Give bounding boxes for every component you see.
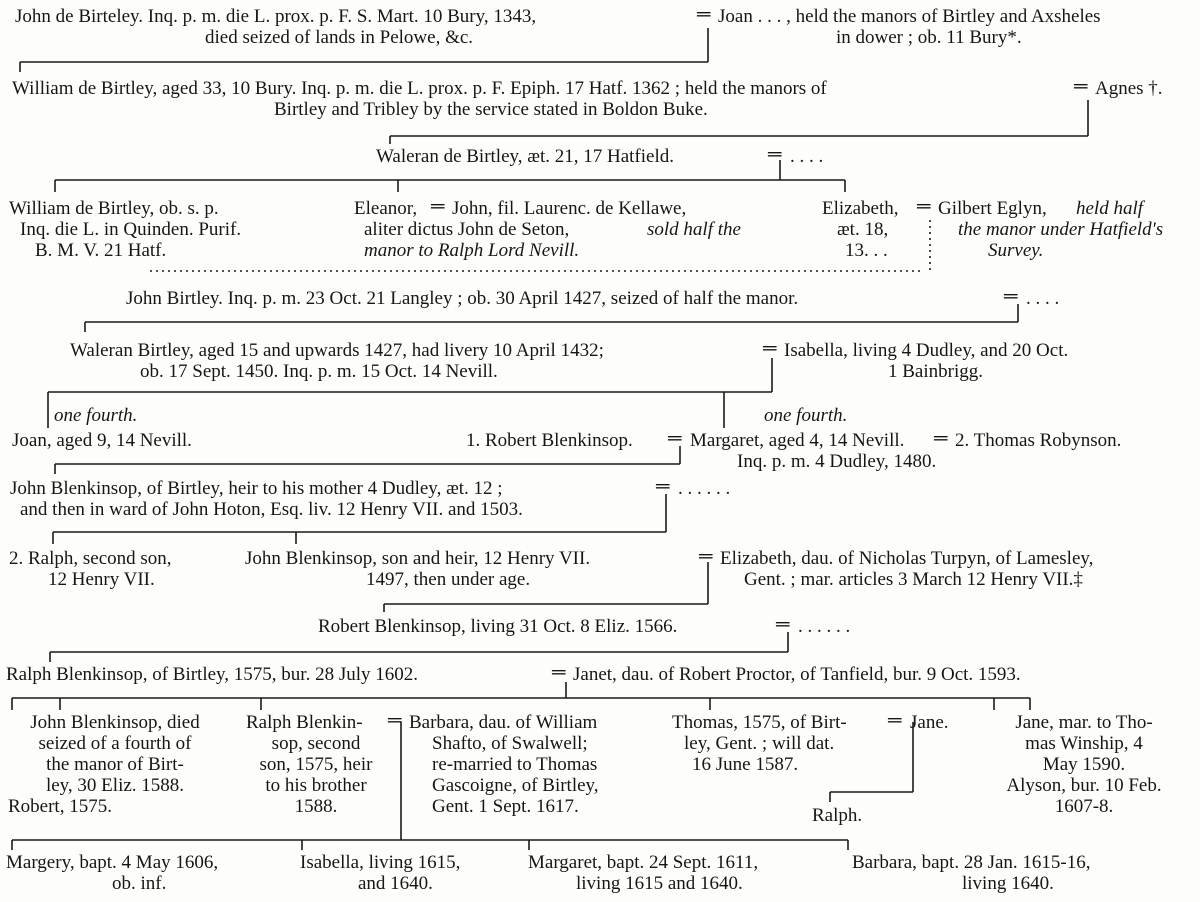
john-blenkinsop-line1: John Blenkinsop, of Birtley, heir to his mother 4 Dudley, æt. 12 ;	[10, 478, 503, 499]
john-blenkinsop-line2: and then in ward of John Hoton, Esq. liv. 12 Henry VII. and 1503.	[20, 499, 523, 520]
barbara-1615-line1: Barbara, bapt. 28 Jan. 1615-16,	[852, 852, 1091, 873]
john-kellawe-line2: aliter dictus John de Seton,	[364, 219, 570, 240]
margaret-line2: Inq. p. m. 4 Dudley, 1480.	[737, 451, 937, 472]
thomas-1575-line3: 16 June 1587.	[692, 754, 799, 775]
marriage-sign: ═	[656, 476, 670, 497]
ralph-blenkinsop: Ralph Blenkinsop, of Birtley, 1575, bur. 28 July 1602.	[6, 664, 419, 685]
barbara-shafto-line2: Shafto, of Swalwell;	[432, 733, 588, 754]
joan-line1: Joan . . . , held the manors of Birtley and Axsheles	[718, 6, 1101, 27]
jane-wife-of-thomas: Jane.	[910, 712, 949, 733]
barbara-shafto-line1: Barbara, dau. of William	[409, 712, 598, 733]
marriage-sign: ═	[934, 428, 948, 449]
william-de-birtley-line2: Birtley and Tribley by the service stated in Boldon Buke.	[274, 99, 708, 120]
john-blenkinsop-heir-line1: John Blenkinsop, son and heir, 12 Henry VII.	[245, 548, 591, 569]
waleran-spouse-unknown: . . . .	[790, 146, 824, 167]
marriage-sign: ═	[1004, 286, 1018, 307]
john-blenkinsop-died-line1: John Blenkinsop, died	[30, 712, 200, 733]
ralph-second-son-line2: 12 Henry VII.	[48, 569, 155, 590]
marriage-sign: ═	[888, 710, 902, 731]
gilbert-eglyn-note-line3: Survey.	[988, 240, 1044, 261]
john-de-birteley-line2: died seized of lands in Pelowe, &c.	[205, 27, 474, 48]
joan-line2: in dower ; ob. 11 Bury*.	[836, 27, 1022, 48]
john-kellawe-note-line1: sold half the	[647, 219, 741, 240]
isabella-line1: Isabella, living 4 Dudley, and 20 Oct.	[784, 340, 1069, 361]
elizabeth-turpyn-line1: Elizabeth, dau. of Nicholas Turpyn, of Lamesley,	[720, 548, 1094, 569]
william-de-birtley-2-line3: B. M. V. 21 Hatf.	[35, 240, 167, 261]
ralph-blenkinsop-second-line4: to his brother	[265, 775, 367, 796]
thomas-1575-line2: ley, Gent. ; will dat.	[684, 733, 835, 754]
robert-blenkinsop-2: Robert Blenkinsop, living 31 Oct. 8 Eliz. 1566.	[318, 616, 678, 637]
john-blenkinsop-heir-line2: 1497, then under age.	[366, 569, 531, 590]
elizabeth-line2: æt. 18,	[837, 219, 889, 240]
william-de-birtley-line1: William de Birtley, aged 33, 10 Bury. Inq. p. m. die L. prox. p. F. Epiph. 17 Hatf. 1362 ; held the manors of	[12, 78, 827, 99]
robert-blenkinsop-spouse-unknown: . . . . . .	[798, 616, 851, 637]
gilbert-eglyn: Gilbert Eglyn,	[938, 198, 1047, 219]
marriage-sign: ═	[776, 614, 790, 635]
isabella-1615-line1: Isabella, living 1615,	[300, 852, 461, 873]
one-fourth-margaret: one fourth.	[764, 405, 848, 426]
thomas-1575-line1: Thomas, 1575, of Birt-	[672, 712, 847, 733]
marriage-sign: ═	[763, 338, 777, 359]
john-kellawe-line1: John, fil. Laurenc. de Kellawe,	[452, 198, 687, 219]
ralph-blenkinsop-second-line1: Ralph Blenkin-	[246, 712, 363, 733]
agnes: Agnes †.	[1095, 78, 1163, 99]
john-blenkinsop-died-line4: ley, 30 Eliz. 1588.	[45, 775, 185, 796]
elizabeth-line1: Elizabeth,	[822, 198, 899, 219]
jane-winship-line2: mas Winship, 4	[1025, 733, 1143, 754]
janet-proctor: Janet, dau. of Robert Proctor, of Tanfield, bur. 9 Oct. 1593.	[573, 664, 1021, 685]
marriage-sign: ═	[431, 196, 445, 217]
william-de-birtley-2-line2: Inq. die L. in Quinden. Purif.	[20, 219, 242, 240]
alyson-line1: Alyson, bur. 10 Feb.	[1006, 775, 1162, 796]
ralph-blenkinsop-second-line3: son, 1575, heir	[259, 754, 373, 775]
marriage-sign: ═	[388, 710, 402, 731]
elizabeth-turpyn-line2: Gent. ; mar. articles 3 March 12 Henry VII.‡	[744, 569, 1083, 590]
waleran-de-birtley: Waleran de Birtley, æt. 21, 17 Hatfield.	[376, 146, 674, 167]
ralph-second-son-line1: 2. Ralph, second son,	[9, 548, 172, 569]
john-blenkinsop-spouse-unknown: . . . . . .	[678, 478, 731, 499]
jane-winship-line1: Jane, mar. to Tho-	[1015, 712, 1153, 733]
marriage-sign: ═	[552, 662, 566, 683]
barbara-shafto-line3: re-married to Thomas	[432, 754, 598, 775]
barbara-shafto-line4: Gascoigne, of Birtley,	[432, 775, 599, 796]
alyson-line2: 1607-8.	[1054, 796, 1114, 817]
ralph-blenkinsop-second-line2: sop, second	[271, 733, 361, 754]
marriage-sign: ═	[668, 428, 682, 449]
john-birtley: John Birtley. Inq. p. m. 23 Oct. 21 Langley ; ob. 30 April 1427, seized of half the manor.	[126, 288, 799, 309]
barbara-shafto-line5: Gent. 1 Sept. 1617.	[432, 796, 579, 817]
waleran-birtley-line2: ob. 17 Sept. 1450. Inq. p. m. 15 Oct. 14 Nevill.	[140, 361, 498, 382]
marriage-sign: ═	[1074, 76, 1088, 97]
marriage-sign: ═	[697, 4, 711, 25]
margaret-line1: Margaret, aged 4, 14 Nevill.	[690, 430, 905, 451]
robert-1575: Robert, 1575.	[8, 796, 112, 817]
margaret-1611-line1: Margaret, bapt. 24 Sept. 1611,	[528, 852, 759, 873]
thomas-robynson: 2. Thomas Robynson.	[955, 430, 1122, 451]
waleran-birtley-line1: Waleran Birtley, aged 15 and upwards 1427, had livery 10 April 1432;	[70, 340, 604, 361]
isabella-line2: 1 Bainbrigg.	[888, 361, 983, 382]
jane-winship-line3: May 1590.	[1042, 754, 1126, 775]
robert-blenkinsop-1: 1. Robert Blenkinsop.	[466, 430, 633, 451]
eleanor: Eleanor,	[354, 198, 418, 219]
marriage-sign: ═	[699, 546, 713, 567]
john-blenkinsop-died-line2: seized of a fourth of	[38, 733, 192, 754]
margery-line1: Margery, bapt. 4 May 1606,	[6, 852, 219, 873]
william-de-birtley-2-line1: William de Birtley, ob. s. p.	[9, 198, 219, 219]
isabella-1615-line2: and 1640.	[358, 873, 433, 894]
gilbert-eglyn-note-line1: held half	[1076, 198, 1144, 219]
marriage-sign: ═	[917, 196, 931, 217]
john-de-birteley-line1: John de Birteley. Inq. p. m. die L. prox. p. F. S. Mart. 10 Bury, 1343,	[15, 6, 537, 27]
ralph-son-of-thomas: Ralph.	[812, 805, 863, 826]
barbara-1615-line2: living 1640.	[962, 873, 1054, 894]
ralph-blenkinsop-second-line5: 1588.	[294, 796, 338, 817]
john-kellawe-note-line2: manor to Ralph Lord Nevill.	[364, 240, 580, 261]
john-blenkinsop-died-line3: the manor of Birt-	[46, 754, 184, 775]
marriage-sign: ═	[768, 144, 782, 165]
john-birtley-spouse-unknown: . . . .	[1026, 288, 1060, 309]
joan-aged-9: Joan, aged 9, 14 Nevill.	[12, 430, 192, 451]
gilbert-eglyn-note-line2: the manor under Hatfield's	[958, 219, 1164, 240]
one-fourth-joan: one fourth.	[54, 405, 138, 426]
elizabeth-line3: 13. . .	[845, 240, 888, 261]
margaret-1611-line2: living 1615 and 1640.	[576, 873, 743, 894]
margery-line2: ob. inf.	[112, 873, 167, 894]
